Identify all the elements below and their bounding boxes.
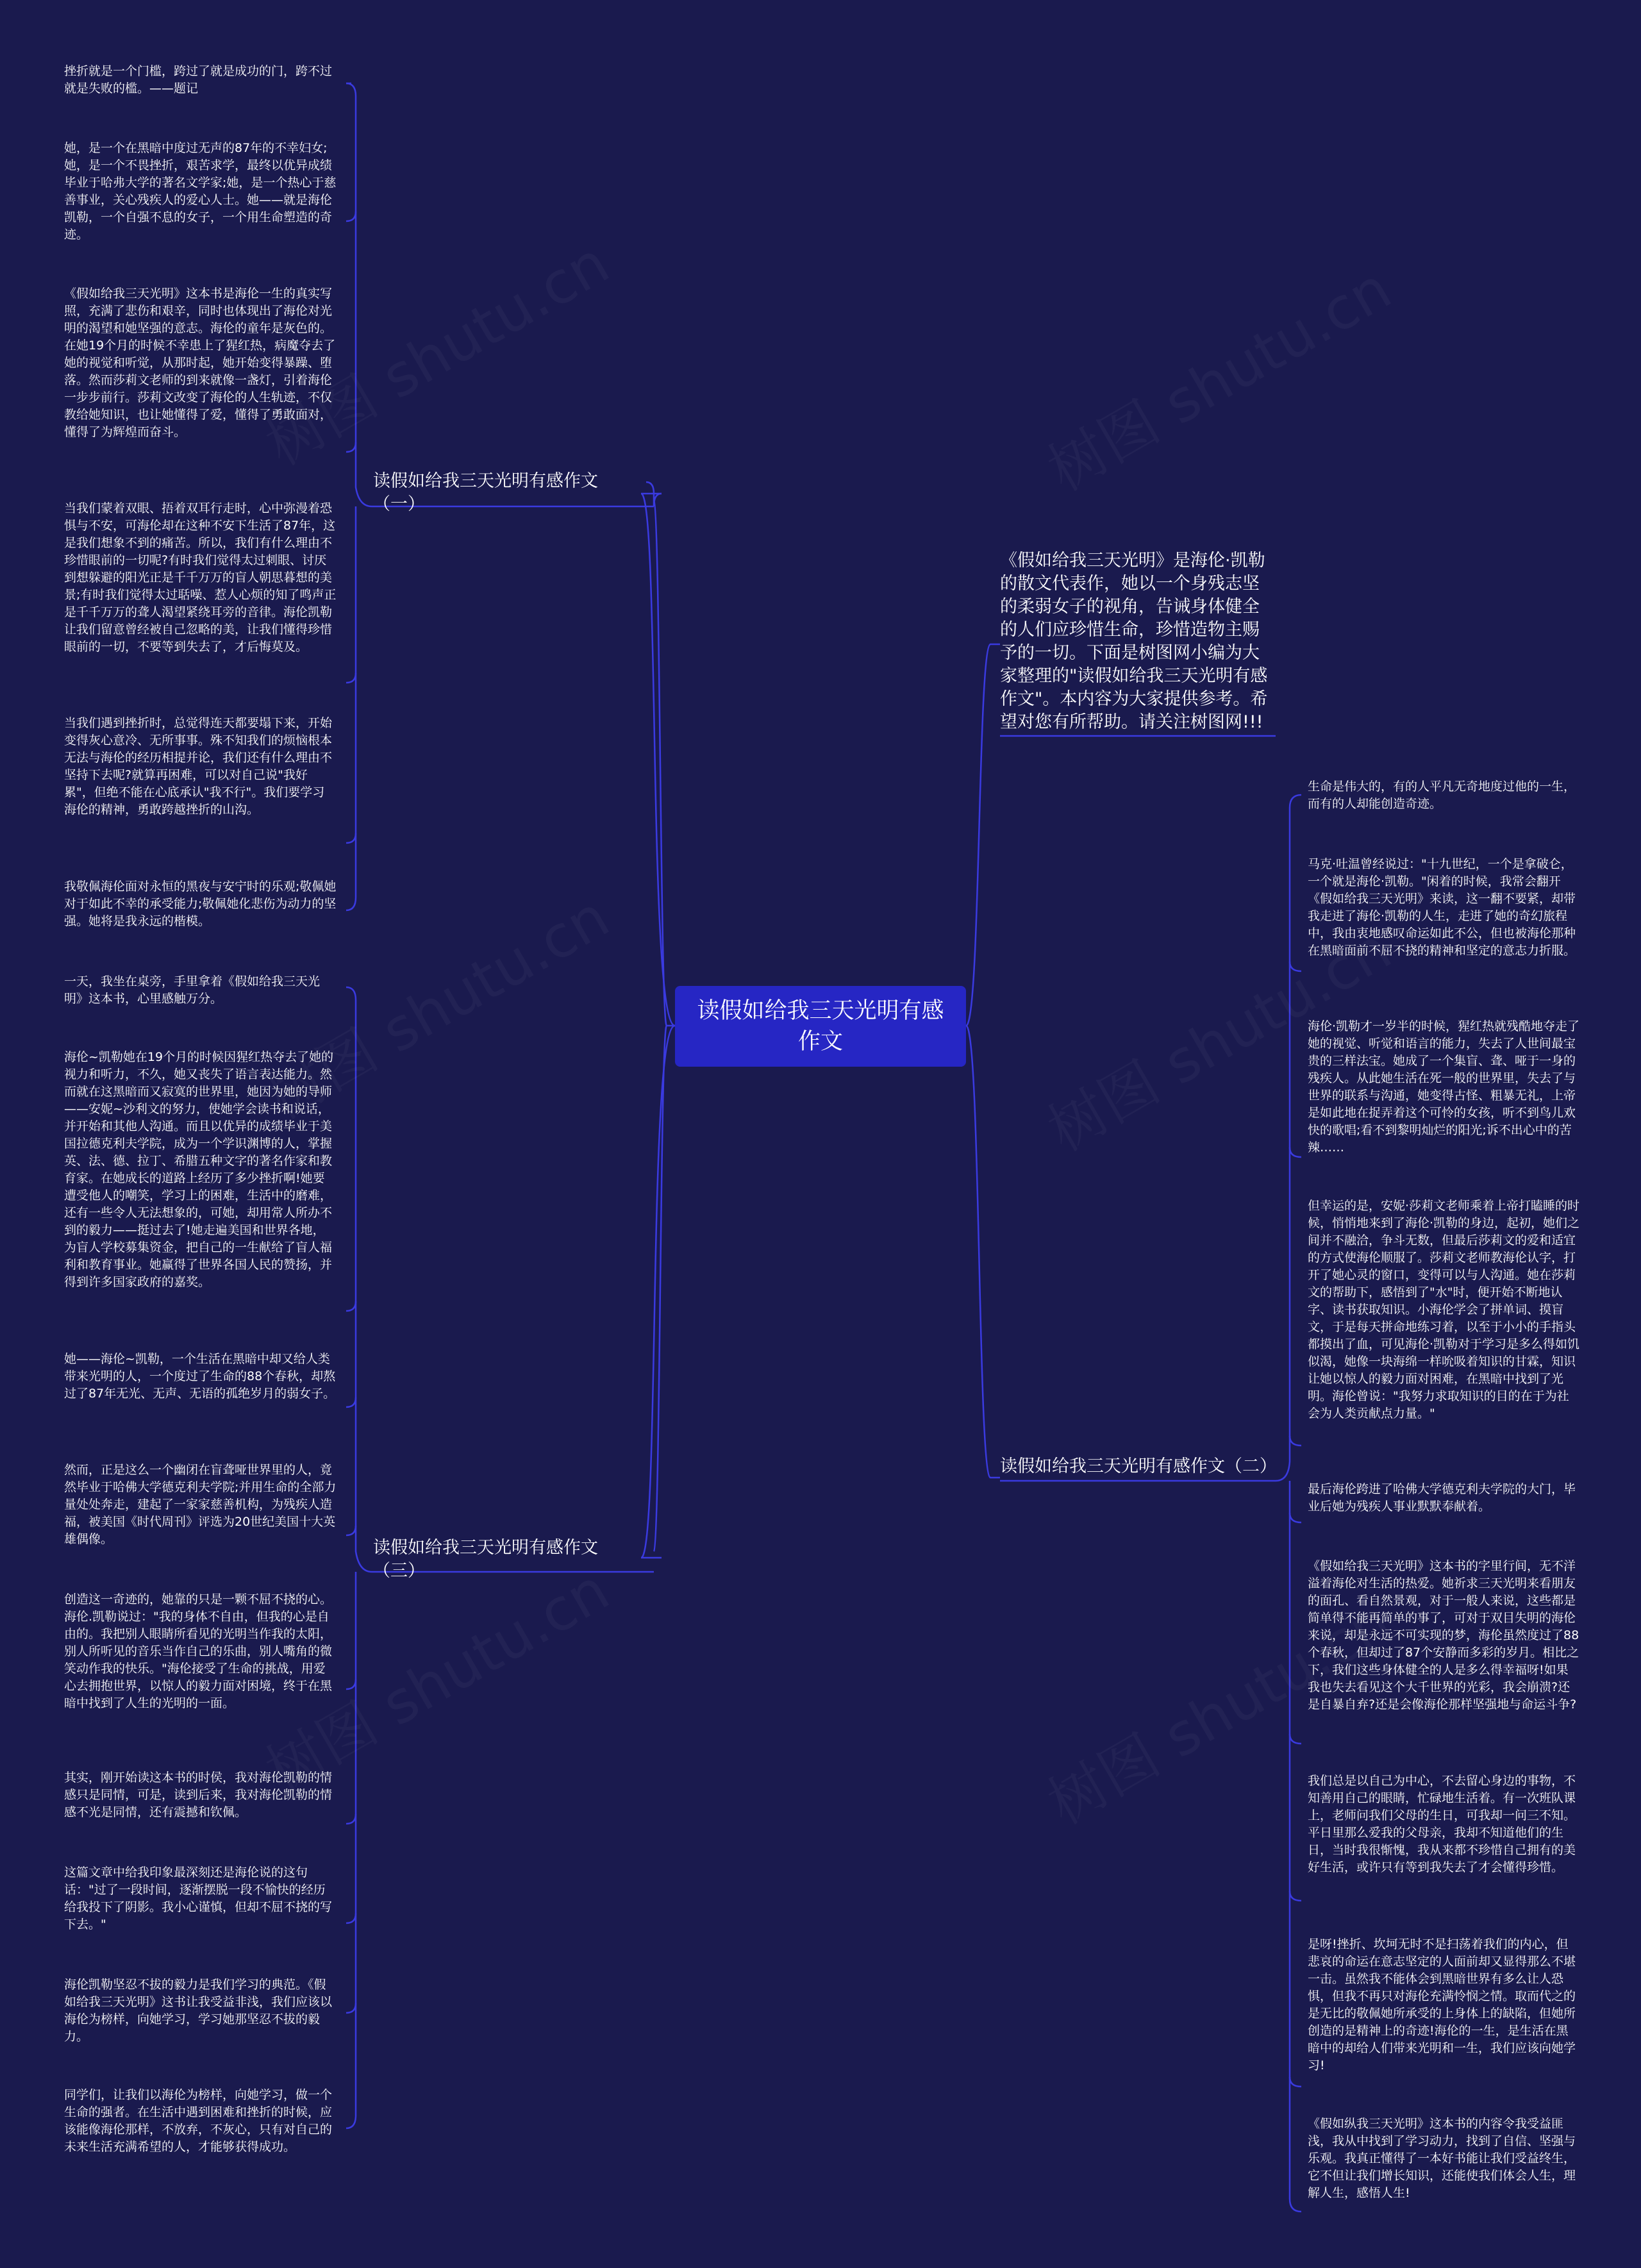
leaf-b1-4[interactable]: 当我们蒙着双眼、捂着双耳行走时，心中弥漫着恐惧与不安，可海伦却在这种不安下生活了87年，这是我们想象不到的痛苦。所以，我们有什么理由不珍惜眼前的一切呢?有时我们觉得太过刺眼、讨厌到想躲避的阳光正是千千万万的盲人朝思暮想的美景;有时我们觉得太过聒噪、惹人心烦的知了鸣声正是千千万万的聋人渴望紧绕耳旁的音律。海伦凯勒让我们留意曾经被自己忽略的美，让我们懂得珍惜眼前的一切，不要等到失去了，才后悔莫及。 — [64, 501, 337, 654]
tick-b2-6 — [1290, 1734, 1301, 1744]
tick-b2-3 — [1290, 1147, 1301, 1157]
leaf-b3-9[interactable]: 同学们，让我们以海伦为榜样，向她学习，做一个生命的强者。在生活中遇到困难和挫折的时候，应该能像海伦那样，不放弃，不灰心，只有对自己的未来生活充满希望的人，才能够获得成功。 — [64, 2088, 333, 2154]
tick-b3-3 — [346, 1397, 356, 1407]
leaf-b1-3[interactable]: 《假如给我三天光明》这本书是海伦一生的真实写照，充满了悲伤和艰辛，同时也体现出了海伦对光明的渴望和她坚强的意志。海伦的童年是灰色的。在她19个月的时候不幸患上了猩红热，病魔夺去了她的视觉和听觉，从那时起，她开始变得暴躁、堕落。然而莎莉文老师的到来就像一盏灯，引着海伦一步步前行。莎莉文改变了海伦的人生轨迹，不仅教给她知识，也让她懂得了爱，懂得了勇敢面对，懂得了为辉煌而奋斗。 — [64, 287, 336, 439]
leaf-b2-4[interactable]: 但幸运的是，安妮·莎莉文老师乘着上帝打瞌睡的时候，悄悄地来到了海伦·凯勒的身边，起初，她们之间并不融洽，争斗无数，但最后莎莉文的爱和适宜的方式使海伦顺服了。莎莉文老师教海伦认字，打开了她心灵的窗口，变得可以与人沟通。她在莎莉文的帮助下，感悟到了"水"时，便开始不断地认字、读书获取知识。小海伦学会了拼单词、摸盲文，于是每天拼命地练习着，以至于小小的手指头都摸出了血，可见海伦·凯勒对于学习是多么得如饥似渴，她像一块海绵一样吮吸着知识的甘霖，知识让她以惊人的毅力面对困难，在黑暗中找到了光明。海伦曾说："我努力求取知识的目的在于为社会为人类贡献点力量。" — [1308, 1199, 1580, 1421]
intro-node[interactable]: 《假如给我三天光明》是海伦·凯勒的散文代表作，她以一个身残志坚的柔弱女子的视角，告诫身体健全的人们应珍惜生命，珍惜造物主赐予的一切。下面是树图网小编为大家整理的"读假如给我三天光明有感作文"。本内容为大家提供参考。希望对您有所帮助。请关注树图网!!! — [1000, 551, 1268, 732]
link-root-to-intro — [966, 644, 1000, 1026]
leaf-b3-8[interactable]: 海伦凯勒坚忍不拔的毅力是我们学习的典范。《假如给我三天光明》这书让我受益非浅，我们应该以海伦为榜样，向她学习，学习她那坚忍不拔的毅力。 — [64, 1978, 333, 2044]
branch-node-2[interactable]: 读假如给我三天光明有感作文（二） — [1000, 1456, 1277, 1476]
link-root-left-trunk — [654, 500, 675, 1551]
tick-b3-2 — [346, 1301, 356, 1311]
leaf-b1-2[interactable]: 她，是一个在黑暗中度过无声的87年的不幸妇女;她，是一个不畏挫折，艰苦求学，最终以优异成绩毕业于哈弗大学的著名文学家;她，是一个热心于慈善事业，关心残疾人的爱心人士。她——就是海伦凯勒，一个自强不息的女子，一个用生命塑造的奇迹。 — [64, 141, 337, 242]
tick-b2-2 — [1290, 962, 1301, 971]
leaf-b2-7[interactable]: 我们总是以自己为中心，不去留心身边的事物，不知善用自己的眼睛，忙碌地生活着。有一次班队课上，老师问我们父母的生日，可我却一问三不知。平日里那么爱我的父母亲，我却不知道他们的生日，当时我很惭愧，我从来都不珍惜自己拥有的美好生活，或许只有等到我失去了才会懂得珍惜。 — [1308, 1774, 1576, 1874]
tick-b3-6 — [346, 1814, 356, 1824]
leaf-b3-7[interactable]: 这篇文章中给我印象最深刻还是海伦说的这句话："过了一段时间，逐渐摆脱一段不愉快的经历给我投下了阴影。我小心谨慎，但却不屈不挠的写下去。" — [64, 1865, 333, 1931]
leaf-b2-5[interactable]: 最后海伦跨进了哈佛大学德克利夫学院的大门，毕业后她为残疾人事业默默奉献着。 — [1308, 1482, 1576, 1513]
leaf-b2-1[interactable]: 生命是伟大的，有的人平凡无奇地度过他的一生，而有的人却能创造奇迹。 — [1308, 780, 1576, 811]
bracket-branch-2-spine — [1276, 795, 1301, 2212]
branch-node-1[interactable]: 读假如给我三天光明有感作文（一） — [373, 471, 598, 514]
leaf-b3-6[interactable]: 其实，刚开始读这本书的时侯，我对海伦凯勒的情感只是同情，可是，读到后来，我对海伦凯勒的情感不光是同情，还有震撼和钦佩。 — [64, 1771, 333, 1819]
link-root-to-branch-2 — [966, 1026, 1000, 1478]
tick-b3-8 — [346, 2003, 356, 2013]
leaf-b1-6[interactable]: 我敬佩海伦面对永恒的黑夜与安宁时的乐观;敬佩她对于如此不幸的承受能力;敬佩她化悲伤为动力的坚强。她将是我永远的楷模。 — [64, 880, 337, 928]
tick-b1-4 — [346, 673, 356, 683]
root-title: 读假如给我三天光明有感作文 — [697, 998, 944, 1055]
tick-b1-3 — [346, 442, 356, 452]
leaf-b3-2[interactable]: 海伦~凯勒她在19个月的时候因猩红热夺去了她的视力和听力，不久，她又丧失了语言表达能力。然而就在这黑暗而又寂寞的世界里，她因为她的导师——安妮~沙利文的努力，使她学会读书和说话，并开始和其他人沟通。而且以优异的成绩毕业于美国拉德克利夫学院，成为一个学识渊博的人，掌握英、法、德、拉丁、希腊五种文字的著名作家和教育家。在她成长的道路上经历了多少挫折啊!她要遭受他人的嘲笑，学习上的困难，生活中的磨难，还有一些令人无法想象的，可她，却用常人所办不到的毅力——挺过去了!她走遍美国和世界各地，为盲人学校募集资金，把自己的一生献给了盲人福利和教育事业。她赢得了世界各国人民的赞扬，并得到许多国家政府的嘉奖。 — [64, 1050, 334, 1289]
leaf-b2-8[interactable]: 是呀!挫折、坎坷无时不是扫荡着我们的内心，但悲哀的命运在意志坚定的人面前却又显得那么不堪一击。虽然我不能体会到黑暗世界有多么让人恐惧，但我不再只对海伦充满怜悯之情。取而代之的是无比的敬佩她所承受的上身体上的缺陷，但她所创造的是精神上的奇迹!海伦的一生，是生活在黑暗中的却给人们带来光明和一生，我们应该向她学习! — [1308, 1937, 1576, 2072]
leaf-b3-5[interactable]: 创造这一奇迹的，她靠的只是一颗不屈不挠的心。海伦.凯勒说过："我的身体不自由，但我的心是自由的。我把别人眼睛所看见的光明当作我的太阳，别人所听见的音乐当作自己的乐曲，别人嘴角的微笑动作我的快乐。"海伦接受了生命的挑战，用爱心去拥抱世界，以惊人的毅力面对困境，终于在黑暗中找到了人生的光明的一面。 — [64, 1592, 333, 1710]
bracket-branch-1-spine — [346, 83, 372, 910]
leaf-b1-1[interactable]: 挫折就是一个门槛，跨过了就是成功的门，跨不过就是失败的槛。——题记 — [64, 64, 333, 96]
leaf-b2-6[interactable]: 《假如给我三天光明》这本书的字里行间，无不洋溢着海伦对生活的热爱。她祈求三天光明来看朋友的面孔、看自然景观，对于一般人来说，这些都是简单得不能再简单的事了，可对于双目失明的海伦来说，却是永远不可实现的梦，海伦虽然度过了88个春秋，但却过了87个安静而多彩的岁月。相比之下，我们这些身体健全的人是多么得幸福呀!如果我也失去看见这个大千世界的光彩，我会崩溃?还是自暴自弃?还是会像海伦那样坚强地与命运斗争? — [1308, 1559, 1579, 1712]
tick-b2-5 — [1290, 1513, 1301, 1522]
leaf-b3-4[interactable]: 然而，正是这么一个幽闭在盲聋哑世界里的人，竟然毕业于哈佛大学德克利夫学院;并用生命的全部力量处处奔走，建起了一家家慈善机构，为残疾人造福，被美国《时代周刊》评选为20世纪美国十大英雄偶像。 — [64, 1463, 337, 1546]
leaf-b2-9[interactable]: 《假如纵我三天光明》这本书的内容令我受益匪浅，我从中找到了学习动力，找到了自信、坚强与乐观。我真正懂得了一本好书能让我们受益终生，它不但让我们增长知识，还能使我们体会人生，理解人生，感悟人生! — [1308, 2117, 1576, 2200]
leaf-b1-5[interactable]: 当我们遇到挫折时，总觉得连天都要塌下来，开始变得灰心意冷、无所事事。殊不知我们的烦恼根本无法与海伦的经历相提并论，我们还有什么理由不坚持下去呢?就算再困难，可以对自己说"我好累"，但绝不能在心底承认"我不行"。我们要学习海伦的精神，勇敢跨越挫折的山沟。 — [64, 716, 333, 817]
tick-b1-2 — [346, 212, 356, 221]
tick-b2-8 — [1290, 2077, 1301, 2087]
leaf-b3-1[interactable]: 一天，我坐在桌旁，手里拿着《假如给我三天光明》这本书，心里感触万分。 — [64, 974, 321, 1006]
bracket-branch-3-spine — [346, 987, 372, 2128]
tick-b2-7 — [1290, 1891, 1301, 1901]
tick-b3-4 — [346, 1526, 356, 1535]
tick-b3-7 — [346, 1914, 356, 1923]
leaf-b2-2[interactable]: 马克·吐温曾经说过："十九世纪，一个是拿破仑，一个就是海伦·凯勒。"闲着的时候，我常会翻开《假如给我三天光明》来读，这一翻不要紧，却带我走进了海伦·凯勒的人生，走进了她的奇幻旅程中，我由衷地感叹命运如此不公，但也被海伦那种在黑暗面前不屈不挠的精神和坚定的意志力折服。 — [1308, 857, 1576, 958]
branch-node-3[interactable]: 读假如给我三天光明有感作文（三） — [373, 1538, 598, 1581]
tick-b2-4 — [1290, 1436, 1301, 1446]
root-node[interactable] — [675, 986, 966, 1067]
leaf-b2-3[interactable]: 海伦·凯勒才一岁半的时候，猩红热就残酷地夺走了她的视觉、听觉和语言的能力，失去了人世间最宝贵的三样法宝。她成了一个集盲、聋、哑于一身的残疾人。从此她生活在死一般的世界里，失去了与世界的联系与沟通，她变得古怪、粗暴无礼，上帝是如此地在捉弄着这个可怜的女孩，听不到鸟儿欢快的歌唱;看不到黎明灿烂的阳光;诉不出心中的苦辣…… — [1308, 1019, 1580, 1155]
tick-b1-5 — [346, 833, 356, 843]
leaf-b3-3[interactable]: 她——海伦~凯勒，一个生活在黑暗中却又给人类带来光明的人，一个度过了生命的88个春秋，却熬过了87年无光、无声、无语的孤绝岁月的弱女子。 — [64, 1352, 336, 1401]
tick-b3-5 — [346, 1680, 356, 1689]
